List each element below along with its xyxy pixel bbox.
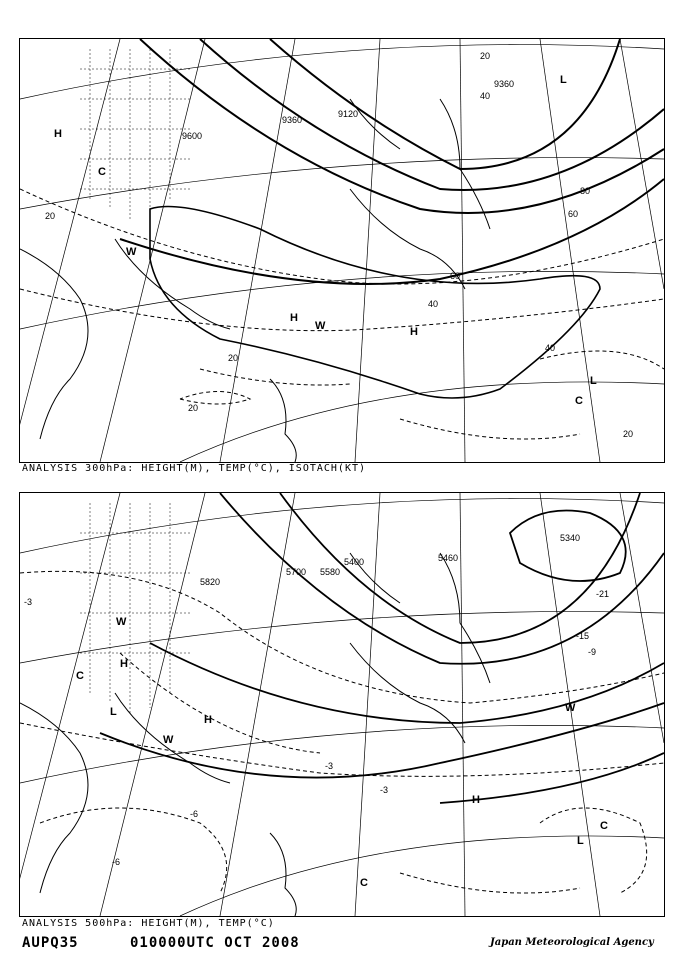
isotach-contours xyxy=(150,207,600,399)
isotach-label: 40 xyxy=(428,299,439,309)
caption-500hpa: ANALYSIS 500hPa: HEIGHT(M), TEMP(°C) xyxy=(22,918,275,929)
temperature-label: -3 xyxy=(380,785,389,795)
low-pressure-center: L xyxy=(590,375,597,387)
warm-center: W xyxy=(163,734,174,746)
height-label: 5700 xyxy=(286,567,307,577)
isotach-label: 20 xyxy=(228,353,239,363)
cold-center: C xyxy=(76,670,84,682)
isotach-label: 60 xyxy=(568,209,579,219)
height-label: 5820 xyxy=(200,577,221,587)
warm-center: W xyxy=(116,616,127,628)
parallel-lines xyxy=(20,45,664,462)
height-label: 9360 xyxy=(282,115,303,125)
high-pressure-center: H xyxy=(204,714,212,726)
map-500hpa-svg xyxy=(20,493,664,916)
isotach-label: 40 xyxy=(480,91,491,101)
temperature-label: -15 xyxy=(576,631,590,641)
temperature-label: -6 xyxy=(190,809,199,819)
warm-center: W xyxy=(126,246,137,258)
warm-center: W xyxy=(565,702,576,714)
map-panel-500hpa xyxy=(19,492,665,917)
cold-center: C xyxy=(360,877,368,889)
map-panel-300hpa xyxy=(19,38,665,463)
temperature-label: -9 xyxy=(588,647,597,657)
height-label: 5580 xyxy=(320,567,341,577)
high-pressure-center: H xyxy=(120,658,128,670)
high-pressure-center: H xyxy=(472,794,480,806)
isotach-label: 40 xyxy=(545,343,556,353)
temperature-label: -6 xyxy=(112,857,121,867)
low-pressure-center: L xyxy=(577,835,584,847)
plateau-hatching xyxy=(80,49,190,219)
low-pressure-center: L xyxy=(560,74,567,86)
isotach-label: 80 xyxy=(580,186,591,196)
cold-center: C xyxy=(98,166,106,178)
agency-credit: Japan Meteorological Agency xyxy=(490,937,654,948)
height-label: 5400 xyxy=(344,557,365,567)
meridian-lines xyxy=(20,39,664,462)
temperature-contours xyxy=(20,189,664,439)
height-label: 9360 xyxy=(494,79,515,89)
isotach-label: 20 xyxy=(45,211,56,221)
caption-300hpa: ANALYSIS 300hPa: HEIGHT(M), TEMP(°C), ISOTACH(KT) xyxy=(22,463,367,474)
height-label: 5340 xyxy=(560,533,581,543)
temperature-label: -21 xyxy=(596,589,610,599)
low-pressure-center: L xyxy=(110,706,117,718)
plateau-hatching xyxy=(80,503,190,713)
cold-center: C xyxy=(575,395,583,407)
height-label: 9600 xyxy=(182,131,203,141)
high-pressure-center: H xyxy=(54,128,62,140)
high-pressure-center: H xyxy=(290,312,298,324)
isotach-label: 20 xyxy=(480,51,491,61)
isotach-label: 60 xyxy=(450,271,461,281)
chart-id: AUPQ35 xyxy=(22,935,79,951)
height-contours xyxy=(120,39,664,284)
temperature-label: -3 xyxy=(325,761,334,771)
temperature-label: -3 xyxy=(24,597,33,607)
high-pressure-center: H xyxy=(410,326,418,338)
map-300hpa-svg xyxy=(20,39,664,462)
height-label: 9120 xyxy=(338,109,359,119)
isotach-label: 20 xyxy=(188,403,199,413)
warm-center: W xyxy=(315,320,326,332)
isotach-label: 20 xyxy=(623,429,634,439)
height-label: 5460 xyxy=(438,553,459,563)
cold-center: C xyxy=(600,820,608,832)
valid-time: 010000UTC OCT 2008 xyxy=(130,935,300,951)
